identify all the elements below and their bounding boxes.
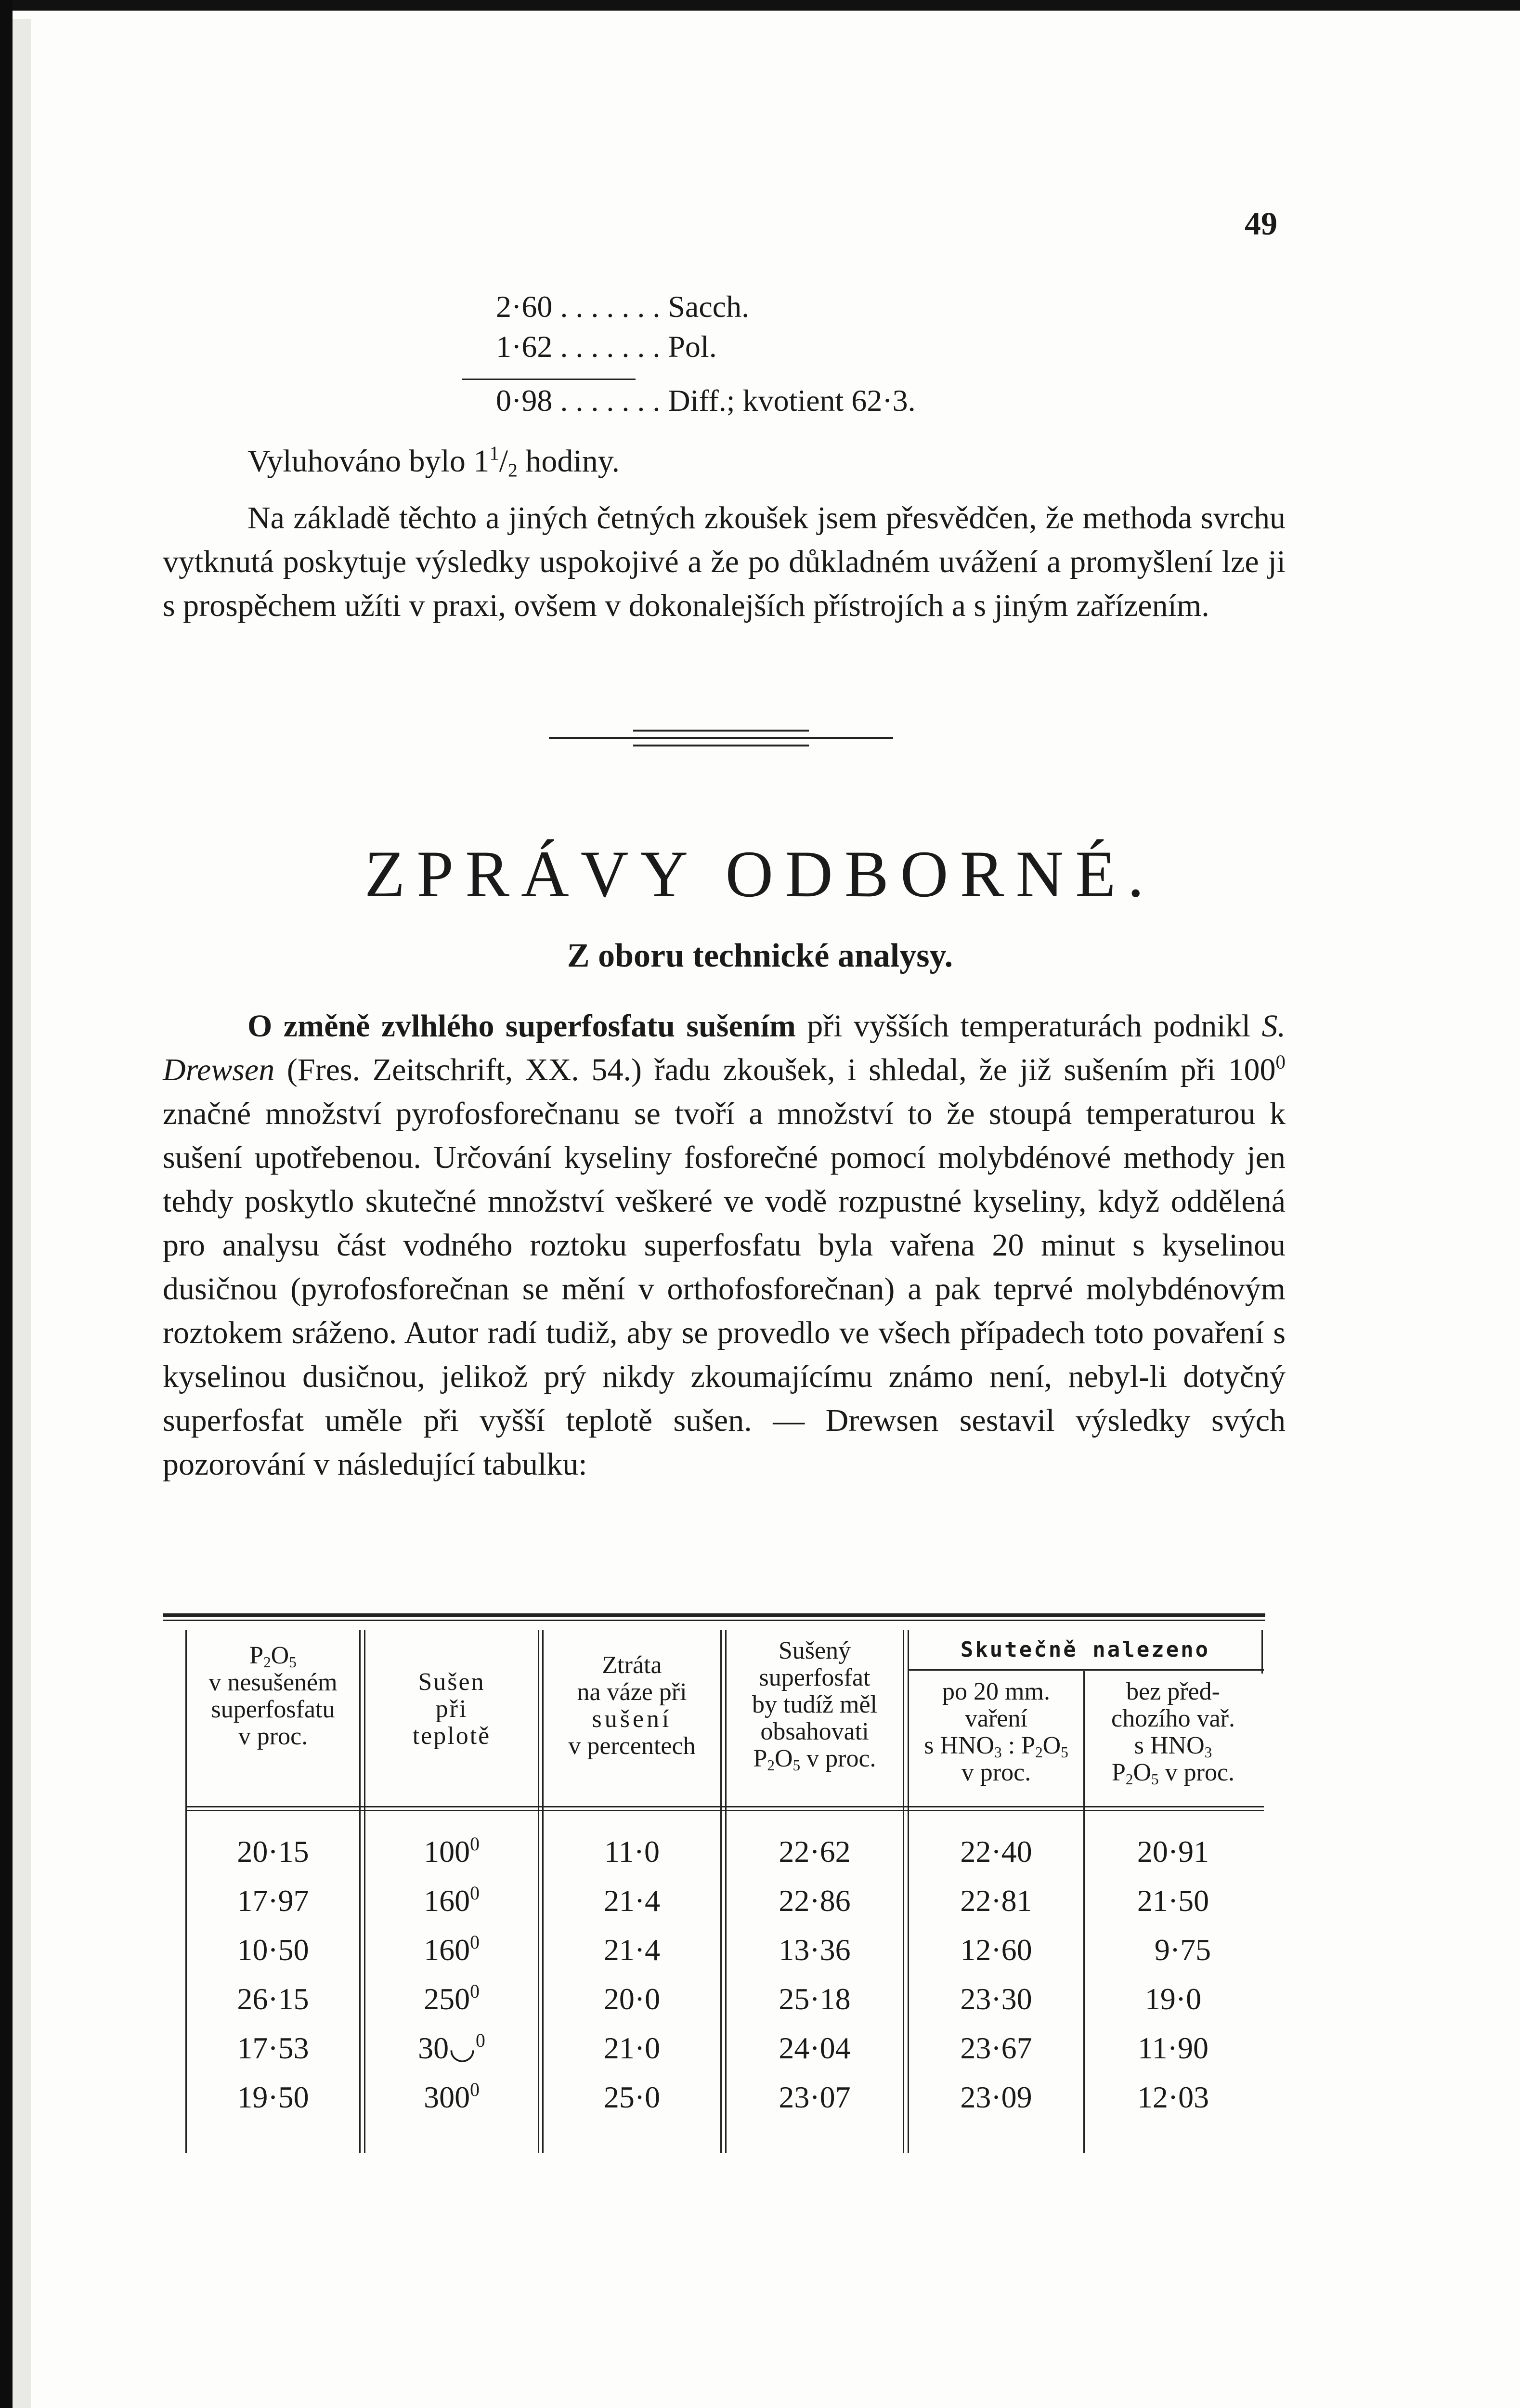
- calc-row-diff: 0·98 . . . . . . . Diff.; kvotient 62·3.: [496, 383, 916, 418]
- calc-row-sacch: 2·60 . . . . . . . Sacch.: [496, 289, 750, 324]
- scan-edge-left: [0, 0, 13, 2408]
- table-header-rule: [185, 1806, 1264, 1807]
- col-sep-4: [903, 1630, 904, 2153]
- scan-edge-top: [0, 0, 1520, 11]
- subsection-title: Z oboru technické analysy.: [567, 937, 953, 974]
- page-gutter-shadow: [13, 19, 31, 2408]
- calc-sum-rule: [462, 379, 636, 380]
- ornament-rule-top: [633, 730, 809, 732]
- header-p2o5-unsdried: $P_2O_5$ v nesušeném superfosfatu v proc.: [208, 1642, 338, 1750]
- section-title: ZPRÁVY ODBORNÉ.: [364, 837, 1156, 911]
- col-sep-2: [538, 1630, 539, 2153]
- leach-note: Vyluhováno bylo $1^1/_2$ hodiny.: [247, 442, 620, 481]
- col-sep-3: [720, 1630, 722, 2153]
- article-paragraph: O změně zvlhlého superfosfatu sušením při vyšších temperaturách podnikl S. Drewsen (Fres. Zeitschrift, XX. 54.) řadu zkoušek, i shledal, že již sušením při $100^0$ značné množství pyrofosforečnanu se tvoří a množství to že stoupá temperaturou k sušení upotřebenou. Určování kyseliny fosforečné pomocí molybdénové methody jen tehdy poskytlo skutečné množství veškeré ve vodě rozpustné kyseliny, když oddělená pro analysu část vodného roztoku superfosfatu byla vařena 20 minut s kyselinou dusičnou (pyrofosforečnan se mění v orthofosforečnan) a pak teprvé molybdénovým roztokem sráženo. Autor radí tudiž, aby se provedlo ve všech případech toto povaření s kyselinou dusičnou, jelikož prý nikdy zkoumajícímu známo není, nebyl-li dotyčný superfosfat uměle při vyšší teplotě sušen. — Drewsen sestavil výsledky svých pozorování v následující tabulku:: [163, 1008, 1286, 1482]
- article-author: S. Drewsen: [163, 1008, 1286, 1087]
- col-sep-6: [1261, 1630, 1263, 1674]
- page-number: 49: [1245, 205, 1277, 242]
- group-header-rule: [908, 1669, 1264, 1671]
- header-weight-loss: Ztráta na váze při sušení v percentech: [568, 1651, 696, 1760]
- table-top-rule-thin: [163, 1620, 1265, 1621]
- calc-row-pol: 1·62 . . . . . . . Pol.: [496, 329, 717, 364]
- header-dried-temp: Sušen při teplotě: [412, 1668, 491, 1750]
- ornament-rule-outer: [549, 737, 893, 739]
- table-header-rule-2: [185, 1810, 1264, 1811]
- ornament-rule-bottom: [633, 745, 809, 746]
- col-sep-1: [359, 1630, 361, 2153]
- table-top-rule: [163, 1613, 1265, 1617]
- conclusion-paragraph: Na základě těchto a jiných četných zkoušek jsem přesvědčen, že methoda svrchu vytknutá poskytuje výsledky uspokojivé a že po důkladném uvážení a promyšlení lze ji s prospěchem užíti v praxi, ovšem v dokonalejších přístrojích a s jiným zařízením.: [163, 500, 1286, 623]
- header-without-boiling: bez před- chozího vař. s $HNO_3$ $P_2O_5$ v proc.: [1111, 1678, 1235, 1788]
- header-dried-superphosphate: Sušený superfosfat by tudíž měl obsahovati $P_2O_5$ v proc.: [752, 1637, 877, 1774]
- article-lead: O změně zvlhlého superfosfatu sušením: [247, 1008, 796, 1044]
- header-group-actually-found: Skutečně nalezeno: [960, 1637, 1210, 1662]
- header-after-boiling: po 20 mm. vaření s $HNO_3$ : $P_2O_5$ v proc.: [924, 1678, 1068, 1786]
